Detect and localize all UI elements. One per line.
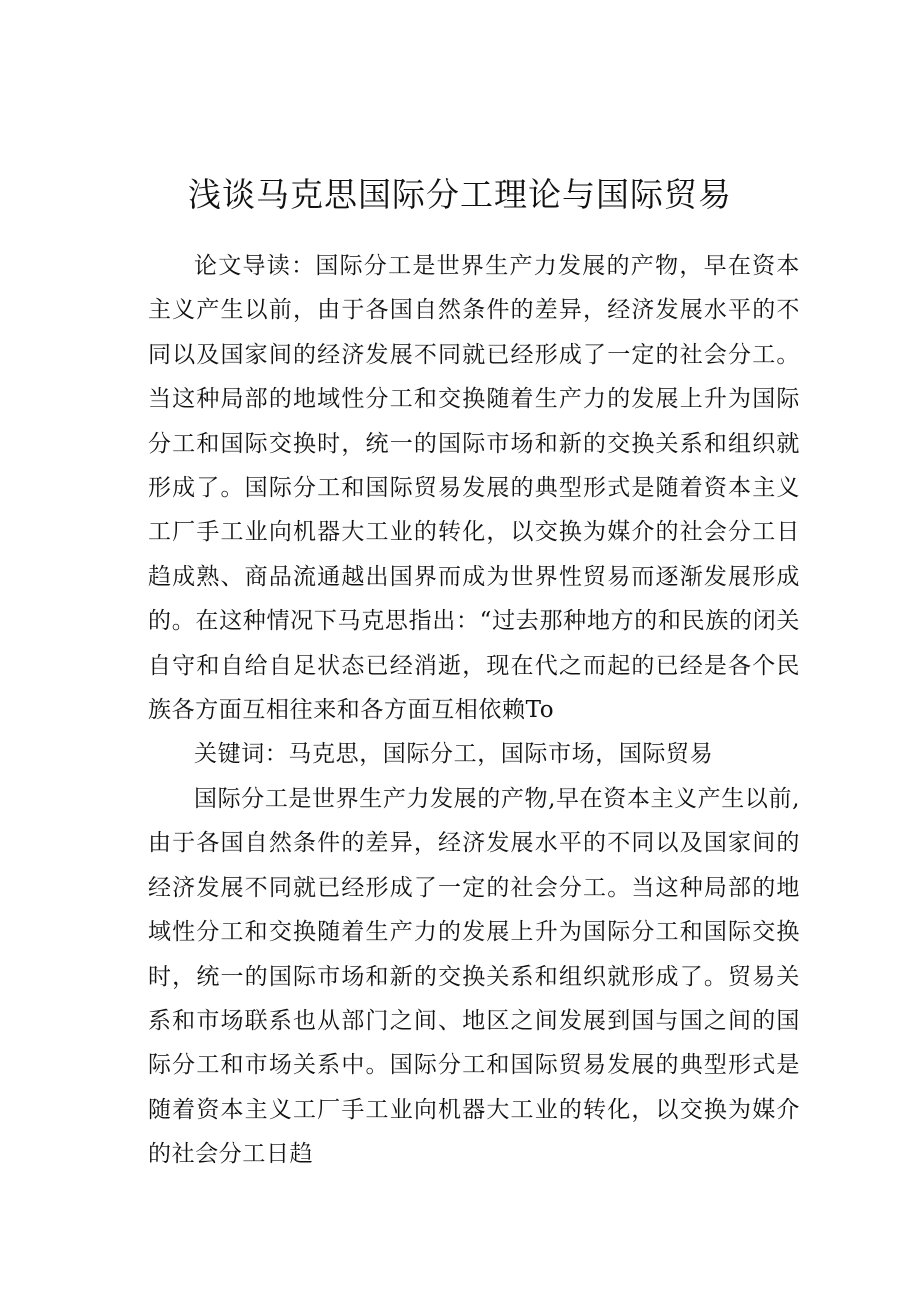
document-body — [148, 244, 800, 1177]
document-title: 浅谈马克思国际分工理论与国际贸易 — [188, 175, 732, 215]
abstract-paragraph: 论文导读：国际分工是世界生产力发展的产物，早在资本主义产生以前，由于各国自然条件的差异，经济发展水平的不同以及国家间的经济发展不同就已经形成了一定的社会分工。当这种局部的地域性分工和交换随着生产力的发展上升为国际分工和国际交换时，统一的国际市场和新的交换关系和组织就形成了。国际分工和国际贸易发展的典型形式是随着资本主义工厂手工业向机器大工业的转化，以交换为媒介的社会分工日趋成熟、商品流通越出国界而成为世界性贸易而逐渐发展形成的。在这种情况下马克思指出：“过去那种地方的和民族的闭关自守和自给自足状态已经消逝，现在代之而起的已经是各个民族各方面互相往来和各方面互相依赖To — [148, 253, 800, 724]
keywords-line: 关键词：马克思，国际分工，国际市场，国际贸易 — [194, 741, 714, 768]
body-paragraph: 国际分工是世界生产力发展的产物,早在资本主义产生以前,由于各国自然条件的差异，经济发展水平的不同以及国家间的经济发展不同就已经形成了一定的社会分工。当这种局部的地域性分工和交换随着生产力的发展上升为国际分工和国际交换时，统一的国际市场和新的交换关系和组织就形成了。贸易关系和市场联系也从部门之间、地区之间发展到国与国之间的国际分工和市场关系中。国际分工和国际贸易发展的典型形式是随着资本主义工厂手工业向机器大工业的转化，以交换为媒介的社会分工日趋 — [148, 785, 800, 1168]
